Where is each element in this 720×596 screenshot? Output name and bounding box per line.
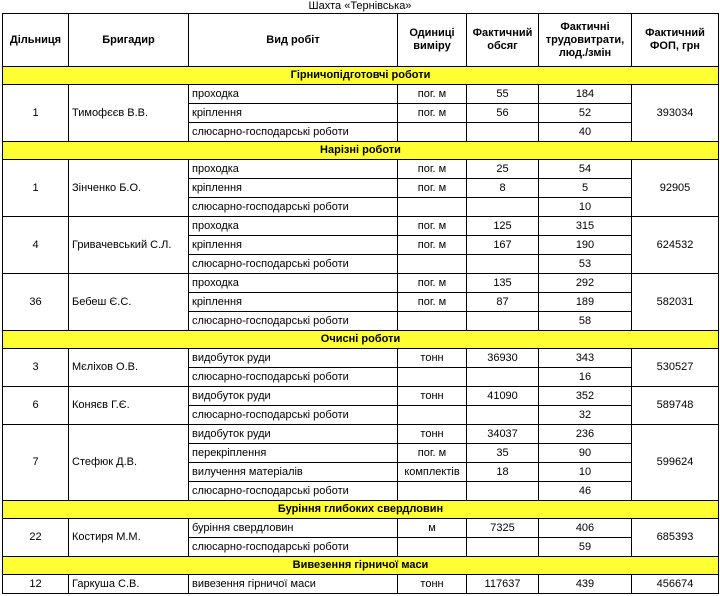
work-type: слюсарно-господарські роботи: [189, 123, 398, 142]
volume: [467, 312, 539, 331]
work-type: видобуток руди: [189, 387, 398, 406]
foreman-name: Бебеш Є.С.: [69, 274, 189, 331]
fop: 624532: [632, 217, 719, 274]
unit: [398, 406, 467, 425]
work-type: слюсарно-господарські роботи: [189, 368, 398, 387]
header-cell: Бригадир: [69, 14, 189, 67]
work-type: кріплення: [189, 104, 398, 123]
labor: 184: [539, 85, 632, 104]
work-type: кріплення: [189, 179, 398, 198]
work-type: проходка: [189, 274, 398, 293]
volume: 55: [467, 85, 539, 104]
work-type: слюсарно-господарські роботи: [189, 406, 398, 425]
table-row: [3, 274, 719, 293]
foreman-name: Костиря М.М.: [69, 519, 189, 557]
header-row: [3, 14, 719, 67]
section-row: [3, 501, 719, 519]
table-body: [3, 67, 719, 594]
unit: тонн: [398, 575, 467, 594]
section-row: [3, 67, 719, 85]
fop: 393034: [632, 85, 719, 142]
labor: 59: [539, 538, 632, 557]
work-type: буріння свердловин: [189, 519, 398, 538]
work-type: кріплення: [189, 236, 398, 255]
header-cell: Вид робіт: [189, 14, 398, 67]
site-number: 22: [3, 519, 69, 557]
table-row: [3, 575, 719, 594]
volume: 8: [467, 179, 539, 198]
labor: 40: [539, 123, 632, 142]
labor: 292: [539, 274, 632, 293]
labor: 46: [539, 482, 632, 501]
section-title: Нарізні роботи: [3, 142, 719, 160]
table-row: [3, 519, 719, 538]
header-cell: Дільниця: [3, 14, 69, 67]
table-row: [3, 349, 719, 368]
header-cell: Фактичний ФОП, грн: [632, 14, 719, 67]
volume: 135: [467, 274, 539, 293]
work-type: проходка: [189, 85, 398, 104]
table-row: [3, 85, 719, 104]
foreman-name: Гаркуша С.В.: [69, 575, 189, 594]
site-number: 36: [3, 274, 69, 331]
section-title: Гірничопідготовчі роботи: [3, 67, 719, 85]
table-row: [3, 387, 719, 406]
fop: 456674: [632, 575, 719, 594]
labor: 54: [539, 160, 632, 179]
table-row: [3, 425, 719, 444]
page-title: Шахта «Тернівська»: [308, 0, 412, 12]
labor: 10: [539, 198, 632, 217]
volume: [467, 482, 539, 501]
foreman-name: Мєліхов О.В.: [69, 349, 189, 387]
unit: тонн: [398, 387, 467, 406]
work-type: слюсарно-господарські роботи: [189, 482, 398, 501]
work-type: слюсарно-господарські роботи: [189, 538, 398, 557]
foreman-name: Тимофєєв В.В.: [69, 85, 189, 142]
header-cell: Фактичний обсяг: [467, 14, 539, 67]
section-title: Вивезення гірничої маси: [3, 557, 719, 575]
section-row: [3, 557, 719, 575]
labor: 10: [539, 463, 632, 482]
fop: 589748: [632, 387, 719, 425]
work-type: вилучення матеріалів: [189, 463, 398, 482]
site-number: 7: [3, 425, 69, 501]
work-type: проходка: [189, 217, 398, 236]
volume: [467, 406, 539, 425]
work-type: кріплення: [189, 293, 398, 312]
site-number: 3: [3, 349, 69, 387]
fop: 685393: [632, 519, 719, 557]
fop: 599624: [632, 425, 719, 501]
labor: 32: [539, 406, 632, 425]
unit: [398, 368, 467, 387]
labor: 5: [539, 179, 632, 198]
volume: 34037: [467, 425, 539, 444]
unit: пог. м: [398, 179, 467, 198]
volume: 7325: [467, 519, 539, 538]
work-type: видобуток руди: [189, 425, 398, 444]
fop: 530527: [632, 349, 719, 387]
work-type: вивезення гірничої маси: [189, 575, 398, 594]
labor: 189: [539, 293, 632, 312]
volume: 41090: [467, 387, 539, 406]
unit: пог. м: [398, 104, 467, 123]
volume: [467, 198, 539, 217]
labor: 58: [539, 312, 632, 331]
volume: [467, 123, 539, 142]
unit: [398, 482, 467, 501]
labor: 439: [539, 575, 632, 594]
labor: 52: [539, 104, 632, 123]
volume: 36930: [467, 349, 539, 368]
unit: [398, 123, 467, 142]
site-number: 12: [3, 575, 69, 594]
unit: пог. м: [398, 444, 467, 463]
site-number: 1: [3, 85, 69, 142]
work-type: слюсарно-господарські роботи: [189, 255, 398, 274]
section-title: Очисні роботи: [3, 331, 719, 349]
section-row: [3, 142, 719, 160]
section-row: [3, 331, 719, 349]
unit: пог. м: [398, 236, 467, 255]
unit: [398, 312, 467, 331]
labor: 53: [539, 255, 632, 274]
work-type: слюсарно-господарські роботи: [189, 312, 398, 331]
site-number: 1: [3, 160, 69, 217]
work-type: слюсарно-господарські роботи: [189, 198, 398, 217]
unit: [398, 255, 467, 274]
fop: 92905: [632, 160, 719, 217]
unit: пог. м: [398, 217, 467, 236]
labor: 90: [539, 444, 632, 463]
volume: 35: [467, 444, 539, 463]
labor: 343: [539, 349, 632, 368]
header-cell: Фактичні трудовитрати, люд./змін: [539, 14, 632, 67]
work-type: перекріплення: [189, 444, 398, 463]
volume: 56: [467, 104, 539, 123]
site-number: 6: [3, 387, 69, 425]
unit: пог. м: [398, 85, 467, 104]
volume: 18: [467, 463, 539, 482]
volume: [467, 368, 539, 387]
unit: м: [398, 519, 467, 538]
volume: 25: [467, 160, 539, 179]
labor: 406: [539, 519, 632, 538]
volume: 117637: [467, 575, 539, 594]
labor: 352: [539, 387, 632, 406]
foreman-name: Стефюк Д.В.: [69, 425, 189, 501]
fop: 582031: [632, 274, 719, 331]
volume: [467, 255, 539, 274]
unit: тонн: [398, 349, 467, 368]
work-type: проходка: [189, 160, 398, 179]
unit: [398, 198, 467, 217]
labor: 16: [539, 368, 632, 387]
unit: комплектів: [398, 463, 467, 482]
work-type: видобуток руди: [189, 349, 398, 368]
section-title: Буріння глибоких свердловин: [3, 501, 719, 519]
unit: тонн: [398, 425, 467, 444]
volume: 167: [467, 236, 539, 255]
volume: [467, 538, 539, 557]
labor: 236: [539, 425, 632, 444]
table-row: [3, 160, 719, 179]
unit: пог. м: [398, 160, 467, 179]
table-row: [3, 217, 719, 236]
volume: 87: [467, 293, 539, 312]
foreman-name: Зінченко Б.О.: [69, 160, 189, 217]
unit: пог. м: [398, 293, 467, 312]
unit: пог. м: [398, 274, 467, 293]
volume: 125: [467, 217, 539, 236]
foreman-name: Коняєв Г.Є.: [69, 387, 189, 425]
header-cell: Одиниці виміру: [398, 14, 467, 67]
foreman-name: Гривачевський С.Л.: [69, 217, 189, 274]
unit: [398, 538, 467, 557]
labor: 315: [539, 217, 632, 236]
work-report-table: [2, 13, 719, 594]
site-number: 4: [3, 217, 69, 274]
labor: 190: [539, 236, 632, 255]
